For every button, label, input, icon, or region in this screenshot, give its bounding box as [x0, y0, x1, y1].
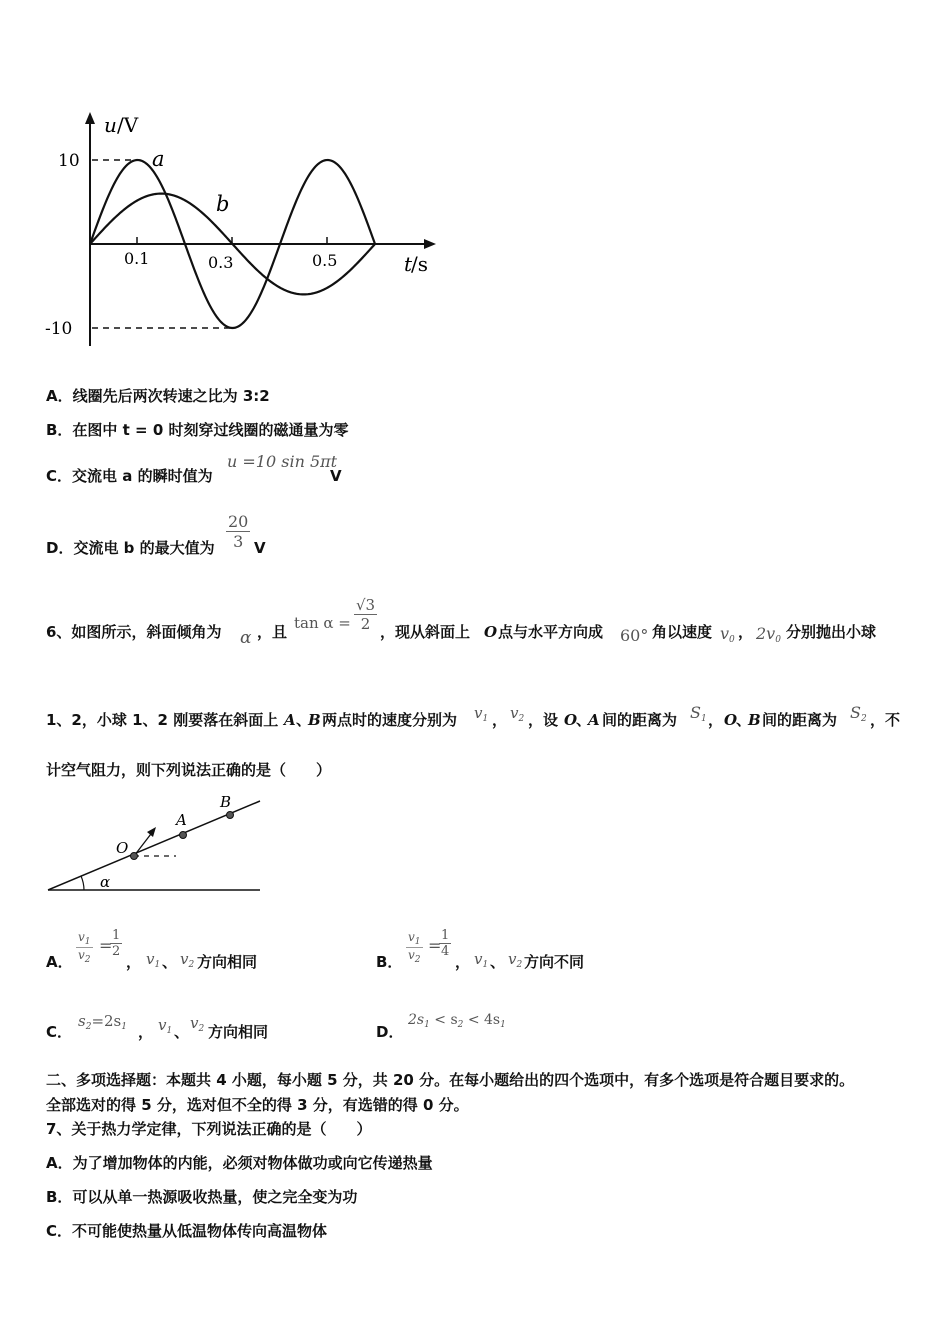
q6-point-a: A	[284, 711, 296, 729]
q6-comma3: ，	[708, 711, 724, 729]
subscript: 1	[482, 714, 489, 724]
subscript: 2	[85, 1022, 92, 1032]
q7-option-a: A．为了增加物体的内能，必须对物体做功或向它传递热量	[46, 1154, 433, 1172]
q6-option-a-sep: 、	[162, 953, 178, 971]
q6-option-a-letter: A．	[46, 953, 73, 971]
symbol-2v: 2v	[756, 624, 776, 643]
point-o-dot	[131, 853, 138, 860]
symbol-s: S	[850, 703, 861, 722]
label-o: O	[116, 839, 129, 857]
subscript: 1	[414, 937, 421, 947]
velocity-arrowhead	[147, 827, 156, 837]
subscript: 2	[198, 1024, 205, 1034]
q6-S1	[690, 703, 707, 724]
q6-v1	[474, 704, 488, 724]
ratio-bottom	[76, 948, 93, 965]
q6-alpha: α	[240, 628, 252, 648]
fraction-numerator: √3	[356, 596, 376, 614]
y-tick-neg10: -10	[45, 319, 73, 339]
subscript: 2	[860, 714, 867, 724]
q6-tan-expr: tan α =	[294, 614, 351, 632]
q6-point-b2: B	[748, 711, 761, 729]
q6-option-d-letter: D．	[376, 1023, 404, 1041]
label-a: A	[176, 811, 187, 829]
q6-line2-start: 1、2，小球 1、2 刚要落在斜面上	[46, 711, 279, 729]
q5-option-a: A．线圈先后两次转速之比为 3:2	[46, 387, 270, 405]
q5-option-d-text: D．交流电 b 的最大值为	[46, 539, 215, 557]
q6-option-b-comma: ，	[455, 953, 471, 971]
x-tick-0.1: 0.1	[124, 249, 150, 268]
y-tick-10: 10	[58, 151, 80, 171]
subscript: 1	[154, 960, 161, 970]
q6-sqrt3-over-2	[354, 596, 377, 633]
q6-sep3: 、	[736, 711, 752, 729]
q6-option-a-v2	[180, 950, 194, 970]
q6-option-d-expr	[408, 1012, 506, 1030]
q6-option-c-v1	[158, 1016, 172, 1036]
curve-a-label: a	[152, 147, 165, 171]
q5-option-c-text: C．交流电 a 的瞬时值为	[46, 467, 213, 485]
term-2s: 2s	[408, 1012, 425, 1028]
q6-point-o2: O	[564, 711, 578, 729]
fraction-numerator: 1	[441, 928, 450, 943]
subscript: 1	[166, 1026, 173, 1036]
ratio-top	[406, 930, 423, 948]
q7-option-c: C．不可能使热量从低温物体传向高温物体	[46, 1222, 328, 1240]
q5-option-d-fraction	[226, 512, 250, 551]
q6-option-a-ratio	[76, 930, 93, 965]
q5-option-c-formula: u =10 sin 5πt	[227, 452, 338, 471]
ratio-top	[76, 930, 93, 948]
q6-option-c-tail: 方向相同	[208, 1023, 269, 1041]
q5-option-c-unit: V	[330, 467, 342, 485]
q7-option-b: B．可以从单一热源吸收热量，使之完全变为功	[46, 1188, 358, 1206]
subscript: 1	[482, 960, 489, 970]
q6-sep2: 、	[576, 711, 592, 729]
x-tick-0.5: 0.5	[312, 251, 338, 270]
symbol-v: v	[408, 930, 415, 944]
q6-2v0	[756, 624, 781, 645]
fraction-numerator: 20	[228, 512, 249, 531]
q6-line1-and: ，且	[257, 623, 288, 641]
q6-option-c-comma: ，	[138, 1023, 154, 1041]
q6-comma: ，	[738, 623, 754, 641]
subscript: 1	[700, 714, 707, 724]
subscript: 2	[84, 955, 91, 965]
y-axis-arrow	[85, 112, 95, 124]
ratio-bottom	[406, 948, 423, 965]
subscript: 0	[729, 635, 735, 645]
q6-line1-end: 分别抛出小球	[786, 623, 877, 641]
fraction-numerator: 1	[112, 928, 121, 943]
symbol-v: v	[474, 704, 483, 722]
y-label-u: u	[104, 113, 117, 137]
subscript: 0	[775, 635, 781, 645]
subscript: 2	[188, 960, 195, 970]
symbol-v: v	[408, 948, 415, 962]
q6-option-c-expr	[78, 1012, 127, 1032]
q6-option-b-eq: =	[428, 936, 442, 955]
q6-line1-start: 6、如图所示，斜面倾角为	[46, 623, 222, 641]
subscript: 2	[457, 1020, 464, 1030]
angle-arc	[81, 876, 84, 890]
q6-angle-60: 60°	[620, 626, 649, 645]
y-label-unit: /V	[117, 113, 139, 137]
q6-v0	[720, 624, 735, 645]
q6-line2-dist1: 间的距离为	[602, 711, 678, 729]
q6-option-a-value	[110, 928, 122, 959]
q6-line2-let: ，设	[528, 711, 559, 729]
point-a-dot	[180, 832, 187, 839]
q5-option-d-unit: V	[254, 539, 266, 557]
symbol-v: v	[190, 1014, 199, 1032]
curve-b-label: b	[216, 192, 230, 216]
fraction-denominator: 2	[112, 944, 121, 959]
q6-point-a2: A	[588, 711, 600, 729]
equals-2s: =2s	[91, 1012, 122, 1030]
symbol-s: S	[690, 703, 701, 722]
subscript: 1	[84, 937, 91, 947]
symbol-v: v	[158, 1016, 167, 1034]
subscript: 2	[518, 714, 525, 724]
q6-line2-speeds: 两点时的速度分别为	[322, 711, 458, 729]
section2-line1: 二、多项选择题：本题共 4 小题，每小题 5 分，共 20 分。在每小题给出的四个选项中，有多个选项是符合题目要求的。	[46, 1071, 855, 1089]
incline-diagram	[44, 788, 270, 898]
fraction-denominator: 2	[360, 615, 371, 633]
symbol-v: v	[180, 950, 189, 968]
symbol-v: v	[508, 950, 517, 968]
q6-option-a-v1	[146, 950, 160, 970]
subscript: 2	[516, 960, 523, 970]
symbol-s: s	[78, 1012, 86, 1030]
section2-line2: 全部选对的得 5 分，选对但不全的得 3 分，有选错的得 0 分。	[46, 1096, 469, 1114]
q6-comma2: ，	[492, 711, 508, 729]
q6-point-o3: O	[724, 711, 738, 729]
q6-line3: 计空气阻力，则下列说法正确的是（ ）	[46, 761, 332, 779]
q6-option-b-v2	[508, 950, 522, 970]
label-alpha: α	[100, 873, 111, 891]
q6-option-b-letter: B．	[376, 953, 403, 971]
q7-stem: 7、关于热力学定律，下列说法正确的是（ ）	[46, 1120, 372, 1138]
q6-option-b-tail: 方向不同	[524, 953, 585, 971]
q6-v2	[510, 704, 524, 724]
q6-line2-end: ，不	[870, 711, 901, 729]
q6-line1-speed: 角以速度	[652, 623, 713, 641]
x-label-unit: /s	[411, 252, 429, 276]
q6-line1-from: ，现从斜面上	[380, 623, 471, 641]
fraction-denominator: 4	[441, 944, 450, 959]
symbol-v: v	[146, 950, 155, 968]
fraction-denominator: 3	[233, 532, 244, 551]
q6-sep: 、	[296, 711, 312, 729]
q6-line2-dist2: 间的距离为	[762, 711, 838, 729]
q5-option-b: B．在图中 t = 0 时刻穿过线圈的磁通量为零	[46, 421, 349, 439]
q6-option-b-value	[439, 928, 451, 959]
symbol-v: v	[474, 950, 483, 968]
q6-S2	[850, 703, 867, 724]
label-b: B	[220, 793, 232, 811]
symbol-v: v	[78, 930, 85, 944]
q6-option-a-eq: =	[99, 936, 113, 955]
q6-option-c-v2	[190, 1014, 204, 1034]
subscript: 2	[414, 955, 421, 965]
x-label-t: t	[404, 252, 413, 276]
ac-waveform-graph	[40, 108, 450, 358]
x-axis-arrow	[424, 239, 436, 249]
symbol-v: v	[720, 624, 730, 643]
q6-line1-horizontal: 点与水平方向成	[498, 623, 604, 641]
symbol-v: v	[510, 704, 519, 722]
q6-option-a-comma: ，	[126, 953, 142, 971]
q6-option-c-letter: C．	[46, 1023, 73, 1041]
q6-option-a-tail: 方向相同	[197, 953, 258, 971]
q6-option-b-sep: 、	[490, 953, 506, 971]
q6-option-c-sep: 、	[174, 1023, 190, 1041]
symbol-v: v	[78, 948, 85, 962]
q6-point-o: O	[484, 623, 498, 641]
subscript: 1	[424, 1020, 430, 1030]
less-than-4s: < 4s	[463, 1012, 501, 1028]
x-tick-0.3: 0.3	[208, 253, 234, 272]
point-b-dot	[227, 812, 234, 819]
less-than-s: < s	[429, 1012, 458, 1028]
q6-point-b: B	[308, 711, 321, 729]
subscript: 1	[121, 1022, 127, 1032]
subscript: 1	[500, 1020, 506, 1030]
q6-option-b-v1	[474, 950, 488, 970]
q6-option-b-ratio	[406, 930, 423, 965]
